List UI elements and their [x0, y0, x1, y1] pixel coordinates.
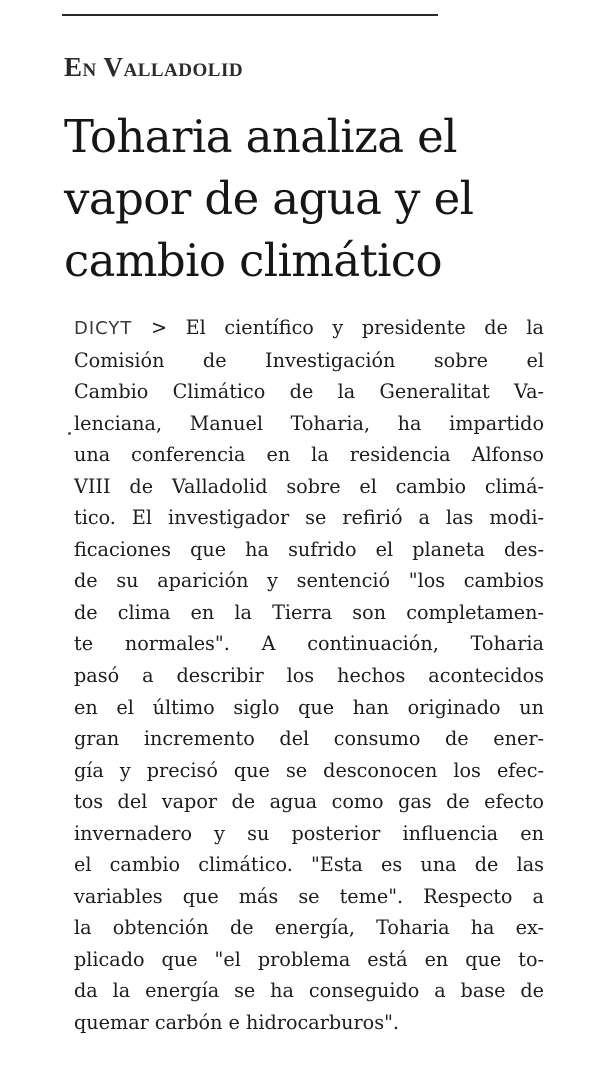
headline-line: cambio climático	[64, 234, 442, 287]
article-line: pasó a describir los hechos acontecidos	[74, 664, 544, 688]
article-line: variables que más se teme". Respecto a	[74, 884, 544, 908]
article-body	[74, 312, 544, 1039]
article-line: de su aparición y sentenció "los cambios	[74, 569, 544, 593]
article-line: Cambio Climático de la Generalitat Va-	[74, 380, 544, 404]
article-line: en el último siglo que han originado un	[74, 695, 544, 719]
headline	[64, 106, 564, 292]
article-line: gía y precisó que se desconocen los efec-	[74, 758, 544, 782]
article-line: te normales". A continuación, Toharia	[74, 632, 544, 656]
headline-line: Toharia analiza el	[64, 110, 457, 163]
article-line: la obtención de energía, Toharia ha ex-	[74, 916, 544, 940]
article-line: Comisión de Investigación sobre el	[74, 348, 544, 372]
headline-line: vapor de agua y el	[64, 172, 474, 225]
article-line: lenciana, Manuel Toharia, ha impartido	[74, 411, 544, 435]
article-line: VIII de Valladolid sobre el cambio climá-	[74, 474, 544, 498]
article-line: plicado que "el problema está en que to-	[74, 947, 544, 971]
byline-separator: >	[132, 316, 186, 339]
article-line: el cambio climático. "Esta es una de las	[74, 853, 544, 877]
byline: DICYT	[74, 318, 133, 339]
article-line: gran incremento del consumo de ener-	[74, 727, 544, 751]
article-line: quemar carbón e hidrocarburos".	[74, 1011, 399, 1035]
article-line: tico. El investigador se refirió a las modi-	[74, 506, 544, 530]
article-line: invernadero y su posterior influencia en	[74, 821, 544, 845]
article-line-first	[74, 312, 544, 345]
section-label: En Valladolid	[64, 52, 244, 82]
margin-mark	[68, 432, 71, 435]
article-line: da la energía se ha conseguido a base de	[74, 979, 544, 1003]
article-line: ficaciones que ha sufrido el planeta des-	[74, 537, 544, 561]
article-text: El científico y presidente de la	[185, 316, 544, 339]
top-rule	[62, 14, 438, 16]
article-line: de clima en la Tierra son completamen-	[74, 600, 544, 624]
article-line: una conferencia en la residencia Alfonso	[74, 443, 544, 467]
article-line: tos del vapor de agua como gas de efecto	[74, 790, 544, 814]
